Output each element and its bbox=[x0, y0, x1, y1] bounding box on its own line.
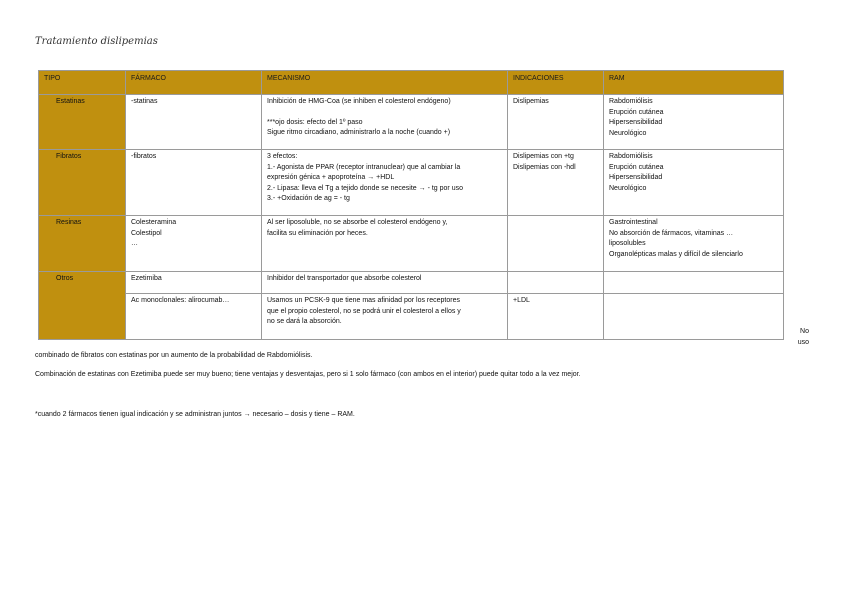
ram-line: Organolépticas malas y difícil de silenciarlo bbox=[609, 250, 743, 258]
mecanismo-line: que el propio colesterol, no se podrá unir el colesterol a ellos y bbox=[267, 307, 461, 315]
tipo-cell bbox=[39, 272, 126, 340]
ram-line: Neurológico bbox=[609, 184, 647, 192]
ram-line: Rabdomiólisis bbox=[609, 98, 653, 105]
tipo-cell bbox=[39, 95, 126, 150]
mecanismo-line: expresión génica + apoproteína → +HDL bbox=[267, 174, 395, 181]
tipo-cell bbox=[39, 150, 126, 216]
header-farmaco: FÁRMACO bbox=[126, 71, 262, 95]
farmaco-cell bbox=[126, 95, 262, 150]
ram-line: Erupción cutánea bbox=[609, 108, 664, 116]
table-row-monoclonales bbox=[39, 294, 784, 340]
ram-line: No absorción de fármacos, vitaminas … bbox=[609, 229, 734, 237]
header-ram: RAM bbox=[604, 71, 784, 95]
mecanismo-line: Inhibidor del transportador que absorbe colesterol bbox=[267, 275, 422, 282]
ram-line: Gastrointestinal bbox=[609, 219, 658, 226]
note-indicacion-comun: *cuando 2 fármacos tienen igual indicación y se administran juntos → necesario – dosis y tiene – RAM. bbox=[35, 411, 355, 418]
tipo-label: Fibratos bbox=[56, 153, 82, 160]
indicacion-line: Dislipemias bbox=[513, 98, 549, 105]
farmaco-line: -statinas bbox=[131, 98, 158, 105]
mecanismo-line: Al ser liposoluble, no se absorbe el colesterol endógeno y, bbox=[267, 219, 448, 226]
table-row-resinas bbox=[39, 216, 784, 272]
tipo-label: Otros bbox=[56, 275, 74, 282]
ram-cell bbox=[604, 294, 784, 340]
farmaco-cell bbox=[126, 294, 262, 340]
mecanismo-cell bbox=[262, 294, 508, 340]
table-row-fibratos bbox=[39, 150, 784, 216]
farmaco-line: Ezetimiba bbox=[131, 275, 162, 282]
note-fibratos-estatinas: combinado de fibratos con estatinas por un aumento de la probabilidad de Rabdomiólisis. bbox=[35, 352, 313, 359]
side-note bbox=[787, 326, 809, 348]
indicaciones-cell bbox=[508, 272, 604, 294]
side-note-line: uso bbox=[797, 339, 809, 346]
ram-line: Erupción cutánea bbox=[609, 163, 664, 171]
indicaciones-cell bbox=[508, 294, 604, 340]
ram-line: Rabdomiólisis bbox=[609, 153, 653, 160]
ram-line: Hipersensibilidad bbox=[609, 119, 663, 126]
tipo-label: Resinas bbox=[56, 219, 82, 226]
tipo-cell bbox=[39, 216, 126, 272]
ram-cell bbox=[604, 95, 784, 150]
ram-line: liposolubles bbox=[609, 240, 646, 247]
mecanismo-line: Inhibición de HMG-Coa (se inhiben el colesterol endógeno) bbox=[267, 98, 451, 105]
indicaciones-cell bbox=[508, 95, 604, 150]
indicaciones-cell bbox=[508, 150, 604, 216]
tipo-label: Estatinas bbox=[56, 98, 85, 105]
table-row-estatinas bbox=[39, 95, 784, 150]
farmaco-line: Ac monoclonales: alirocumab… bbox=[131, 297, 230, 304]
mecanismo-line: Sigue ritmo circadiano, administrarlo a la noche (cuando +) bbox=[267, 129, 451, 136]
farmaco-line: … bbox=[131, 240, 138, 247]
mecanismo-line: 3 efectos: bbox=[267, 153, 298, 160]
farmaco-line: Colesteramina bbox=[131, 219, 177, 226]
header-indicaciones: INDICACIONES bbox=[508, 71, 604, 95]
farmaco-cell bbox=[126, 150, 262, 216]
line-gap bbox=[267, 108, 502, 118]
indicacion-line: Dislipemias con -hdl bbox=[513, 163, 576, 171]
mecanismo-cell bbox=[262, 272, 508, 294]
mecanismo-line: Usamos un PCSK-9 que tiene mas afinidad por los receptores bbox=[267, 297, 460, 304]
ram-line: Neurológico bbox=[609, 129, 647, 137]
farmaco-cell bbox=[126, 216, 262, 272]
mecanismo-line: facilita su eliminación por heces. bbox=[267, 229, 368, 237]
ram-line: Hipersensibilidad bbox=[609, 174, 663, 181]
ram-cell bbox=[604, 216, 784, 272]
header-row bbox=[39, 71, 784, 95]
indicacion-line: Dislipemias con +tg bbox=[513, 153, 574, 160]
ram-cell bbox=[604, 150, 784, 216]
header-tipo: TIPO bbox=[39, 71, 126, 95]
dyslipidemia-treatment-table bbox=[38, 70, 784, 340]
note-estatinas-ezetimiba: Combinación de estatinas con Ezetimiba puede ser muy bueno; tiene ventajas y desventajas, pero si 1 solo fármaco (con ambos en el interior) puede quitar todo a la vez mejor. bbox=[35, 371, 581, 378]
side-note-line: No bbox=[800, 328, 809, 335]
mecanismo-line: 3.- +Oxidación de ag = - tg bbox=[267, 195, 350, 202]
header-mecanismo: MECANISMO bbox=[262, 71, 508, 95]
mecanismo-line: 1.- Agonista de PPAR (receptor intranuclear) que al cambiar la bbox=[267, 163, 461, 171]
mecanismo-cell bbox=[262, 216, 508, 272]
farmaco-cell bbox=[126, 272, 262, 294]
mecanismo-cell bbox=[262, 95, 508, 150]
document-title: Tratamiento dislipemias bbox=[35, 36, 158, 47]
mecanismo-cell bbox=[262, 150, 508, 216]
indicaciones-cell bbox=[508, 216, 604, 272]
table-row-otros bbox=[39, 272, 784, 294]
indicacion-line: +LDL bbox=[513, 297, 530, 304]
mecanismo-line: 2.- Lipasa: lleva el Tg a tejido donde se necesite → - tg por uso bbox=[267, 184, 463, 192]
farmaco-line: -fibratos bbox=[131, 153, 157, 160]
farmaco-line: Colestipol bbox=[131, 229, 162, 237]
mecanismo-line: ***ojo dosis: efecto del 1º paso bbox=[267, 118, 363, 126]
mecanismo-line: no se dará la absorción. bbox=[267, 318, 342, 325]
ram-cell bbox=[604, 272, 784, 294]
